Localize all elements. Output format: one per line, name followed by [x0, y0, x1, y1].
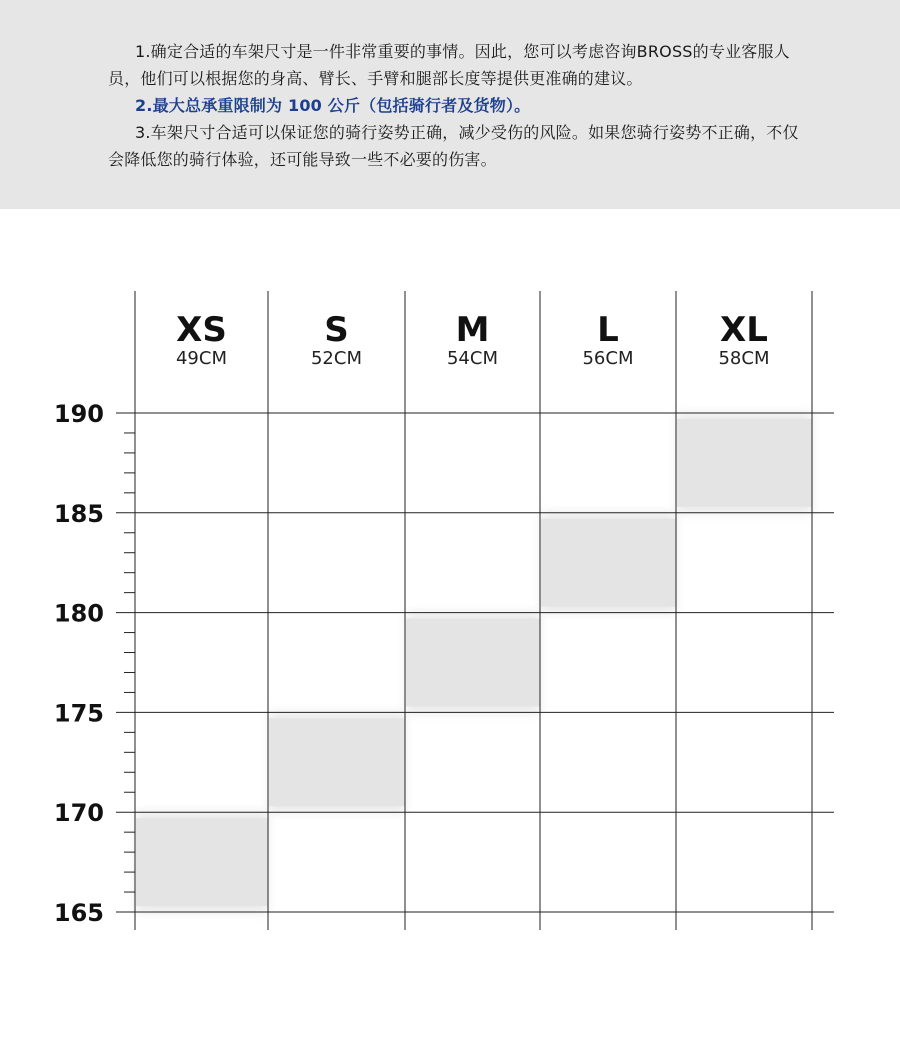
ytick-label-190: 190 [53, 400, 104, 428]
ytick-label-170: 170 [53, 799, 104, 828]
frame-size-s: 52CM [310, 348, 363, 369]
ytick-label-180: 180 [53, 599, 104, 628]
ytick-label-175: 175 [53, 699, 104, 728]
height-band-core-xl [677, 419, 812, 507]
frame-size-m: 54CM [446, 348, 499, 369]
ytick-label-165: 165 [53, 899, 104, 927]
size-label-l: L [597, 310, 619, 350]
note-2-load-limit: 2.最大总承重限制为 100 公斤（包括骑行者及货物）。 [135, 96, 531, 115]
height-band-core-l [541, 519, 676, 607]
size-label-xl: XL [720, 310, 768, 350]
frame-size-xs: 49CM [175, 348, 228, 369]
frame-size-xl: 58CM [718, 348, 770, 369]
size-label-m: M [455, 310, 490, 350]
height-band-core-m [406, 619, 540, 707]
size-label-s: S [324, 310, 349, 350]
frame-size-l: 56CM [582, 348, 634, 369]
ytick-label-185: 185 [53, 499, 104, 528]
note-1: 1.确定合适的车架尺寸是一件非常重要的事情。因此，您可以考虑咨询BROSS的专业客服人员，他们可以根据您的身高、臂长、手臂和腿部长度等提供更准确的建议。 [108, 42, 790, 88]
height-band-core-s [269, 718, 405, 806]
note-3: 3.车架尺寸合适可以保证您的骑行姿势正确，减少受伤的风险。如果您骑行姿势不正确，不仅会降低您的骑行体验，还可能导致一些不必要的伤害。 [108, 123, 799, 169]
height-band-core-xs [136, 818, 268, 906]
size-label-xs: XS [176, 310, 227, 350]
